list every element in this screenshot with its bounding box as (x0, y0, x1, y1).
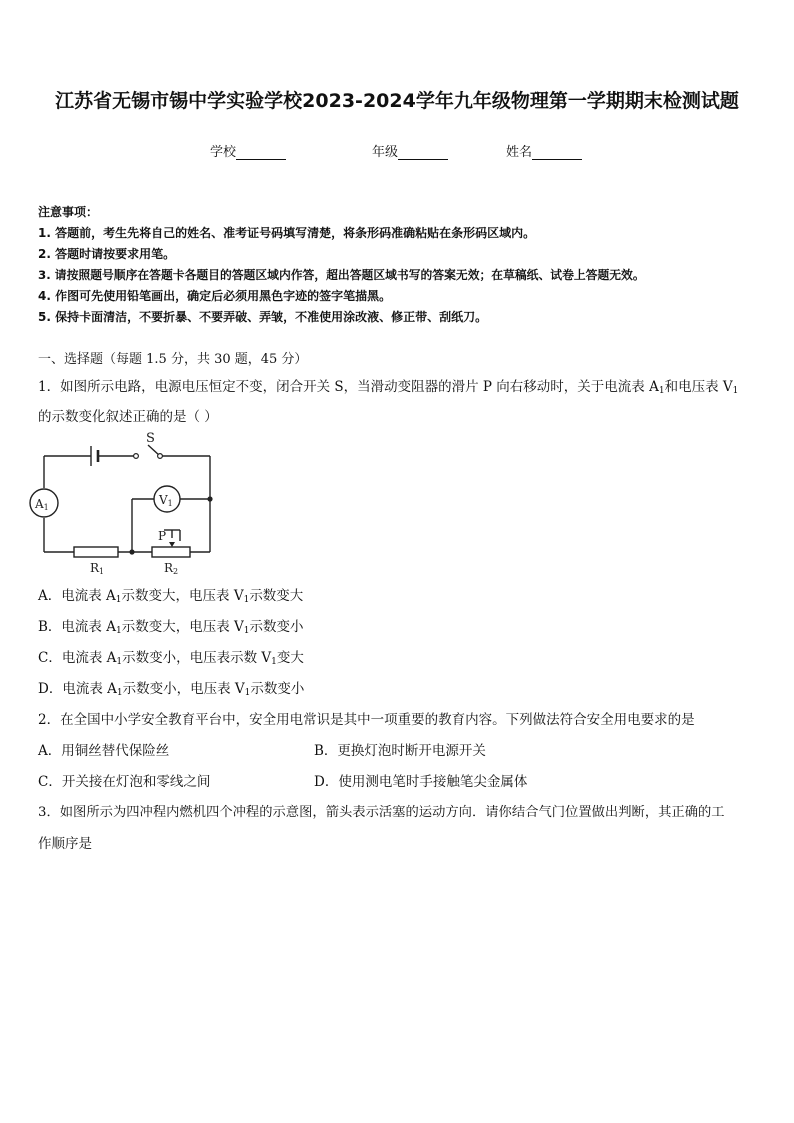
school-label: 学校 (210, 145, 237, 160)
resistor-r1-icon (74, 547, 118, 557)
r1-label: R1 (90, 561, 105, 576)
junction-dot (207, 496, 212, 501)
question-2-stem: 2．在全国中小学安全教育平台中，安全用电常识是其中一项重要的教育内容。下列做法符合安全用电要求的是 (38, 712, 695, 728)
voltmeter-icon (154, 486, 180, 512)
note-item: 1. 答题前，考生先将自己的姓名、准考证号码填写清楚，将条形码准确粘贴在条形码区域内。 (38, 226, 536, 240)
switch-label: S (146, 431, 155, 446)
q1-option-b[interactable]: B．电流表 $A_1$示数变大，电压表 $V_1$示数变小 (38, 619, 304, 636)
q2-option-a[interactable]: A．用铜丝替代保险丝 (38, 743, 170, 759)
note-item: 4. 作图可先使用铅笔画出，确定后必须用黑色字迹的签字笔描黑。 (38, 289, 392, 303)
grade-label: 年级 (372, 145, 399, 160)
circuit-diagram (36, 430, 220, 578)
rheostat-r2-icon (152, 542, 190, 557)
ammeter-label: A1 (35, 497, 49, 512)
question-1-stem-cont: 的示数变化叙述正确的是（ ） (38, 409, 218, 425)
name-field[interactable] (506, 141, 582, 160)
slider-label: P (158, 529, 167, 543)
q1-option-c[interactable]: C．电流表 $A_1$示数变小，电压表示数 $V_1$变大 (38, 650, 304, 667)
school-field[interactable] (210, 141, 286, 160)
voltmeter-label: V1 (159, 493, 173, 508)
grade-field[interactable] (372, 141, 448, 160)
r2-label: R2 (164, 561, 179, 576)
q2-option-b[interactable]: B．更换灯泡时断开电源开关 (314, 743, 486, 759)
switch-icon (134, 454, 163, 459)
note-item: 3. 请按照题号顺序在答题卡各题目的答题区域内作答，超出答题区域书写的答案无效；在草稿纸、试卷上答题无效。 (38, 268, 645, 282)
battery-icon (91, 446, 98, 466)
notes-heading: 注意事项： (38, 205, 99, 219)
q1-option-d[interactable]: D．电流表 $A_1$示数变小，电压表 $V_1$示数变小 (38, 681, 305, 698)
school-blank[interactable] (236, 146, 286, 160)
ammeter-icon (30, 489, 58, 517)
name-blank[interactable] (532, 146, 582, 160)
q1-option-a[interactable]: A．电流表 $A_1$示数变大，电压表 $V_1$示数变大 (38, 588, 304, 605)
q2-option-d[interactable]: D．使用测电笔时手接触笔尖金属体 (314, 774, 528, 790)
question-3-stem: 3．如图所示为四冲程内燃机四个冲程的示意图，箭头表示活塞的运动方向．请你结合气门位置做出判断，其正确的工 (38, 805, 725, 820)
question-3-stem-cont: 作顺序是 (38, 836, 92, 852)
junction-dot (129, 549, 134, 554)
name-label: 姓名 (506, 145, 533, 160)
grade-blank[interactable] (398, 146, 448, 160)
section-heading: 一、选择题（每题 1.5 分，共 30 题，45 分） (38, 352, 308, 367)
note-item: 5. 保持卡面清洁，不要折暴、不要弄破、弄皱，不准使用涂改液、修正带、刮纸刀。 (38, 310, 488, 324)
note-item: 2. 答题时请按要求用笔。 (38, 247, 176, 261)
q2-option-c[interactable]: C．开关接在灯泡和零线之间 (38, 774, 211, 790)
page-title: 江苏省无锡市锡中学实验学校2023-2024学年九年级物理第一学期期末检测试题 (55, 90, 739, 112)
question-1-stem: 1．如图所示电路，电源电压恒定不变，闭合开关 S，当滑动变阻器的滑片 P 向右移动时，关于电流表 $A_1$和电压表 $V_1$ (38, 379, 739, 396)
